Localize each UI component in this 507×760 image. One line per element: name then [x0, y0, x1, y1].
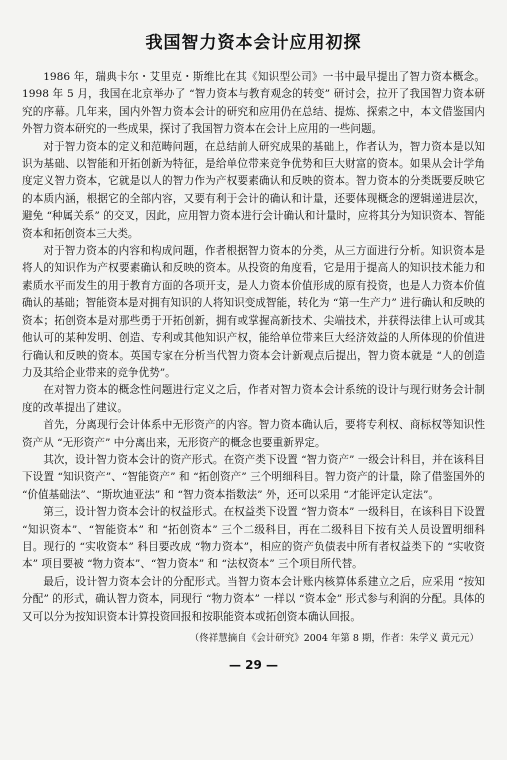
- source-citation: （佟祥慧摘自《会计研究》2004 年第 8 期，作者：朱学义 黄元元）: [189, 633, 479, 644]
- page-number: — 29 —: [228, 658, 279, 672]
- paragraph: 最后，设计智力资本会计的分配形式。当智力资本会计账内核算体系建立之后，应采用 “按知分配” 的形式，确认智力资本，同现行 “物力资本” 一样以 “资本金” 形式参与利润的分配。具体的又可以分为按知识资本计算投资回报和按职能资本或拓创资本确认回报。: [22, 575, 485, 623]
- paragraph: 对于智力资本的定义和范畴问题，在总结前人研究成果的基础上，作者认为，智力资本是以知识为基础、以智能和开拓创新为特征，是给单位带来竞争优势和巨大财富的资本。如果从会计学角度定义智力资本，它就是以人的智力作为产权要素确认和反映的资本。智力资本的分类既要反映它的本质内涵，根据它的全部内容，又要有利于会计的确认和计量，还要体现概念的逻辑递进层次，避免 “种属关系” 的交叉，因此，应用智力资本进行会计确认和计量时，应将其分为知识资本、智能资本和拓创资本三大类。: [22, 140, 485, 240]
- paragraph: 首先，分离现行会计体系中无形资产的内容。智力资本确认后，要将专利权、商标权等知识性资产从 “无形资产” 中分离出来，无形资产的概念也要重新界定。: [22, 419, 485, 449]
- paragraph: 1986 年，瑞典卡尔・艾里克・斯维比在其《知识型公司》一书中最早提出了智力资本概念。1998 年 5 月，我国在北京举办了 “智力资本与教育观念的转变” 研讨会，拉开了我国智力资本研究的序幕。几年来，国内外智力资本会计的研究和应用仍在总结、提炼、探索之中，本文借鉴国内外智力资本研究的一些成果，探讨了我国智力资本在会计上应用的一些问题。: [22, 71, 485, 136]
- article-body: [22, 69, 485, 626]
- article-title: 我国智力资本会计应用初探: [145, 33, 362, 53]
- paragraph: 其次，设计智力资本会计的资产形式。在资产类下设置 “智力资产” 一级会计科目，并在该科目下设置 “知识资产”、“智能资产” 和 “拓创资产” 三个明细科目。智力资产的计量，除了借鉴国外的 “价值基础法”、“斯坎迪亚法” 和 “智力资本指数法” 外，还可以采用 “才能评定认定法”。: [22, 453, 485, 501]
- paragraph: 在对智力资本的概念性问题进行定义之后，作者对智力资本会计系统的设计与现行财务会计制度的改革提出了建议。: [22, 384, 485, 414]
- paragraph: 第三，设计智力资本会计的权益形式。在权益类下设置 “智力资本” 一级科目，在该科目下设置 “知识资本”、“智能资本” 和 “拓创资本” 三个二级科目，再在二级科目下按有关人员设置明细科目。现行的 “实收资本” 科目要改成 “物力资本”，相应的资产负债表中所有者权益类下的 “实收资本” 项目要被 “物力资本”、“智力资本” 和 “法权资本” 三个项目所代替。: [22, 506, 485, 571]
- paragraph: 对于智力资本的内容和构成问题，作者根据智力资本的分类，从三方面进行分析。知识资本是将人的知识作为产权要素确认和反映的资本。从投资的角度看，它是用于提高人的知识技术能力和素质水平而发生的用于教育方面的各项开支，是人力资本价值形成的原有投资，也是人力资本价值确认的基础；智能资本是对拥有知识的人将知识变成智能，转化为 “第一生产力” 进行确认和反映的资本；拓创资本是对那些勇于开拓创新，拥有或掌握高新技术、尖端技术，并获得法律上认可或其他认可的某种发明、创造、专利或其他知识产权，能给单位带来巨大经济效益的人所体现的价值进行确认和反映的资本。英国专家在分析当代智力资本会计新观点后提出，智力资本就是 “人的创造力及其给企业带来的竞争优势”。: [22, 245, 485, 379]
